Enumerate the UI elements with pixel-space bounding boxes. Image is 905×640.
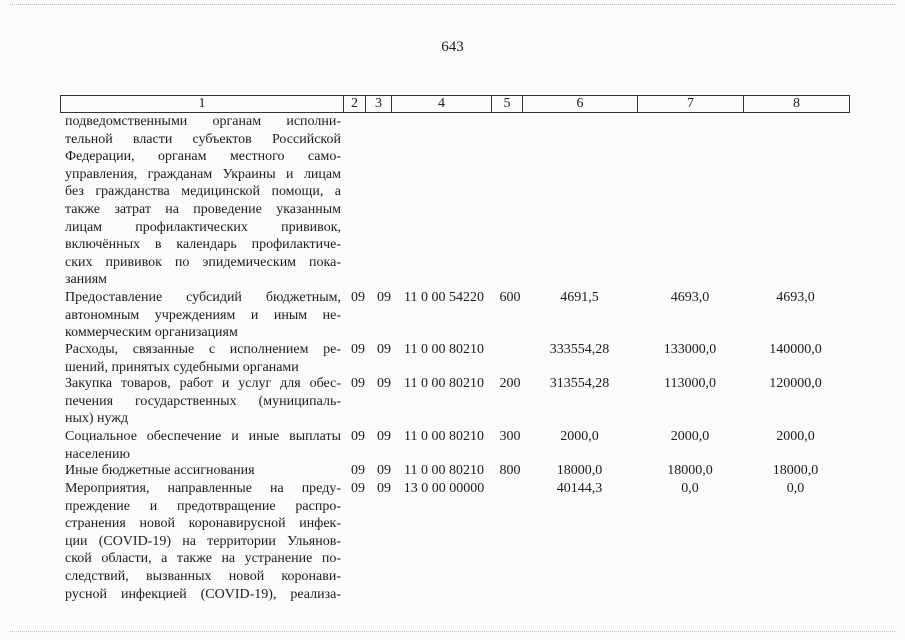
cell-section: 09 [351,290,365,305]
table-row-description [65,480,341,603]
table-header-row [60,95,850,113]
row-text-line: странения новой коронавирусной инфек- [65,516,341,532]
cell-amount-col8: 2000,0 [776,429,815,444]
cell-target-article: 11 0 00 80210 [404,342,484,357]
cell-amount-col8: 18000,0 [772,463,819,478]
header-col-3: 3 [366,96,392,112]
cell-amount-col6: 313554,28 [549,376,610,391]
cell-subsection: 09 [377,429,391,444]
cell-target-article: 11 0 00 80210 [404,463,484,478]
scan-edge-bottom [10,627,895,632]
header-col-5: 5 [492,96,523,112]
cell-section: 09 [351,342,365,357]
cell-subsection: 09 [377,463,391,478]
row-text-line: преждение и предотвращение распро- [65,498,341,514]
row-text-line: также затрат на проведение указанным [65,201,341,217]
header-col-7: 7 [638,96,744,112]
cell-amount-col8: 4693,0 [776,290,815,305]
cell-amount-col7: 0,0 [681,481,699,496]
cell-amount-col8: 120000,0 [769,376,822,391]
row-text-line: населению [65,446,130,462]
cell-section: 09 [351,376,365,391]
cell-amount-col6: 333554,28 [549,342,610,357]
cell-target-article: 11 0 00 54220 [404,290,484,305]
cell-section: 09 [351,429,365,444]
cell-target-article: 13 0 00 00000 [403,481,485,496]
cell-amount-col7: 18000,0 [667,463,713,478]
cell-amount-col7: 2000,0 [670,429,710,444]
cell-subsection: 09 [377,342,391,357]
row-text-line: шений, принятых судебными органами [65,359,299,375]
row-text-line: лицам профилактических прививок, [65,219,341,235]
cell-subsection: 09 [377,376,391,391]
page-number: 643 [441,39,464,55]
row-text-line: Иные бюджетные ассигнования [65,463,255,478]
row-text-line: управления, гражданам Украины и лицам [65,166,341,182]
table-row-description [65,375,341,428]
cell-amount-col6: 4691,5 [560,290,599,305]
cell-target-article: 11 0 00 80210 [404,429,484,444]
cell-subsection: 09 [377,481,391,496]
row-text-line: печения государственных (муниципаль- [65,393,341,409]
row-text-line: автономным учреждениям и иным не- [65,307,341,323]
table-row-description [65,113,341,289]
cell-amount-col7: 133000,0 [663,342,717,357]
cell-amount-col6: 18000,0 [556,463,603,478]
header-col-6: 6 [523,96,638,112]
cell-target-article: 11 0 00 80210 [404,376,484,391]
row-text-line: Федерации, органам местного само- [65,149,341,165]
row-text-line: следствий, вызванных новой коронави- [65,568,341,584]
cell-amount-col6: 40144,3 [556,481,603,496]
table-row-description [65,341,341,376]
row-text-line: ции (COVID-19) на территории Ульянов- [65,533,341,549]
header-col-1: 1 [61,96,344,112]
row-text-line: заниям [65,272,108,288]
cell-amount-col8: 140000,0 [769,342,822,357]
cell-amount-col7: 4693,0 [670,290,710,305]
row-text-line: коммерческим организациям [65,325,238,341]
row-text-line: Социальное обеспечение и иные выплаты [65,429,341,444]
cell-section: 09 [351,481,365,496]
row-text-line: русной инфекцией (COVID-19), реализа- [65,586,341,602]
row-text-line: без гражданства медицинской помощи, а [65,184,341,200]
row-text-line: ских прививок по эпидемическим пока- [65,254,341,270]
row-text-line: ных) нужд [65,411,129,427]
scan-edge-top [10,4,895,11]
row-text-line: включённых в календарь профилактиче- [65,237,341,253]
row-text-line: тельной власти субъектов Российской [65,131,341,147]
row-text-line: Расходы, связанные с исполнением ре- [65,342,341,357]
cell-amount-col8: 0,0 [786,481,805,496]
cell-subsection: 09 [377,290,391,305]
cell-expense-type: 300 [499,429,521,444]
header-col-8: 8 [793,96,800,111]
cell-expense-type: 200 [499,376,521,391]
table-row-description [65,289,341,342]
row-text-line: Закупка товаров, работ и услуг для обес- [65,376,341,391]
header-col-2: 2 [344,96,366,112]
cell-amount-col7: 113000,0 [664,376,716,391]
cell-amount-col6: 2000,0 [560,429,599,444]
row-text-line: Мероприятия, направленные на преду- [65,481,341,496]
row-text-line: Предоставление субсидий бюджетным, [65,290,341,305]
cell-expense-type: 800 [499,463,521,478]
cell-section: 09 [351,463,365,478]
table-row-description [65,428,341,463]
header-col-4: 4 [392,96,492,112]
row-text-line: ской области, а также на устранение по- [65,551,341,567]
table-row-description [65,462,341,480]
row-text-line: подведомственными органам исполни- [65,114,341,129]
cell-expense-type: 600 [499,290,521,305]
